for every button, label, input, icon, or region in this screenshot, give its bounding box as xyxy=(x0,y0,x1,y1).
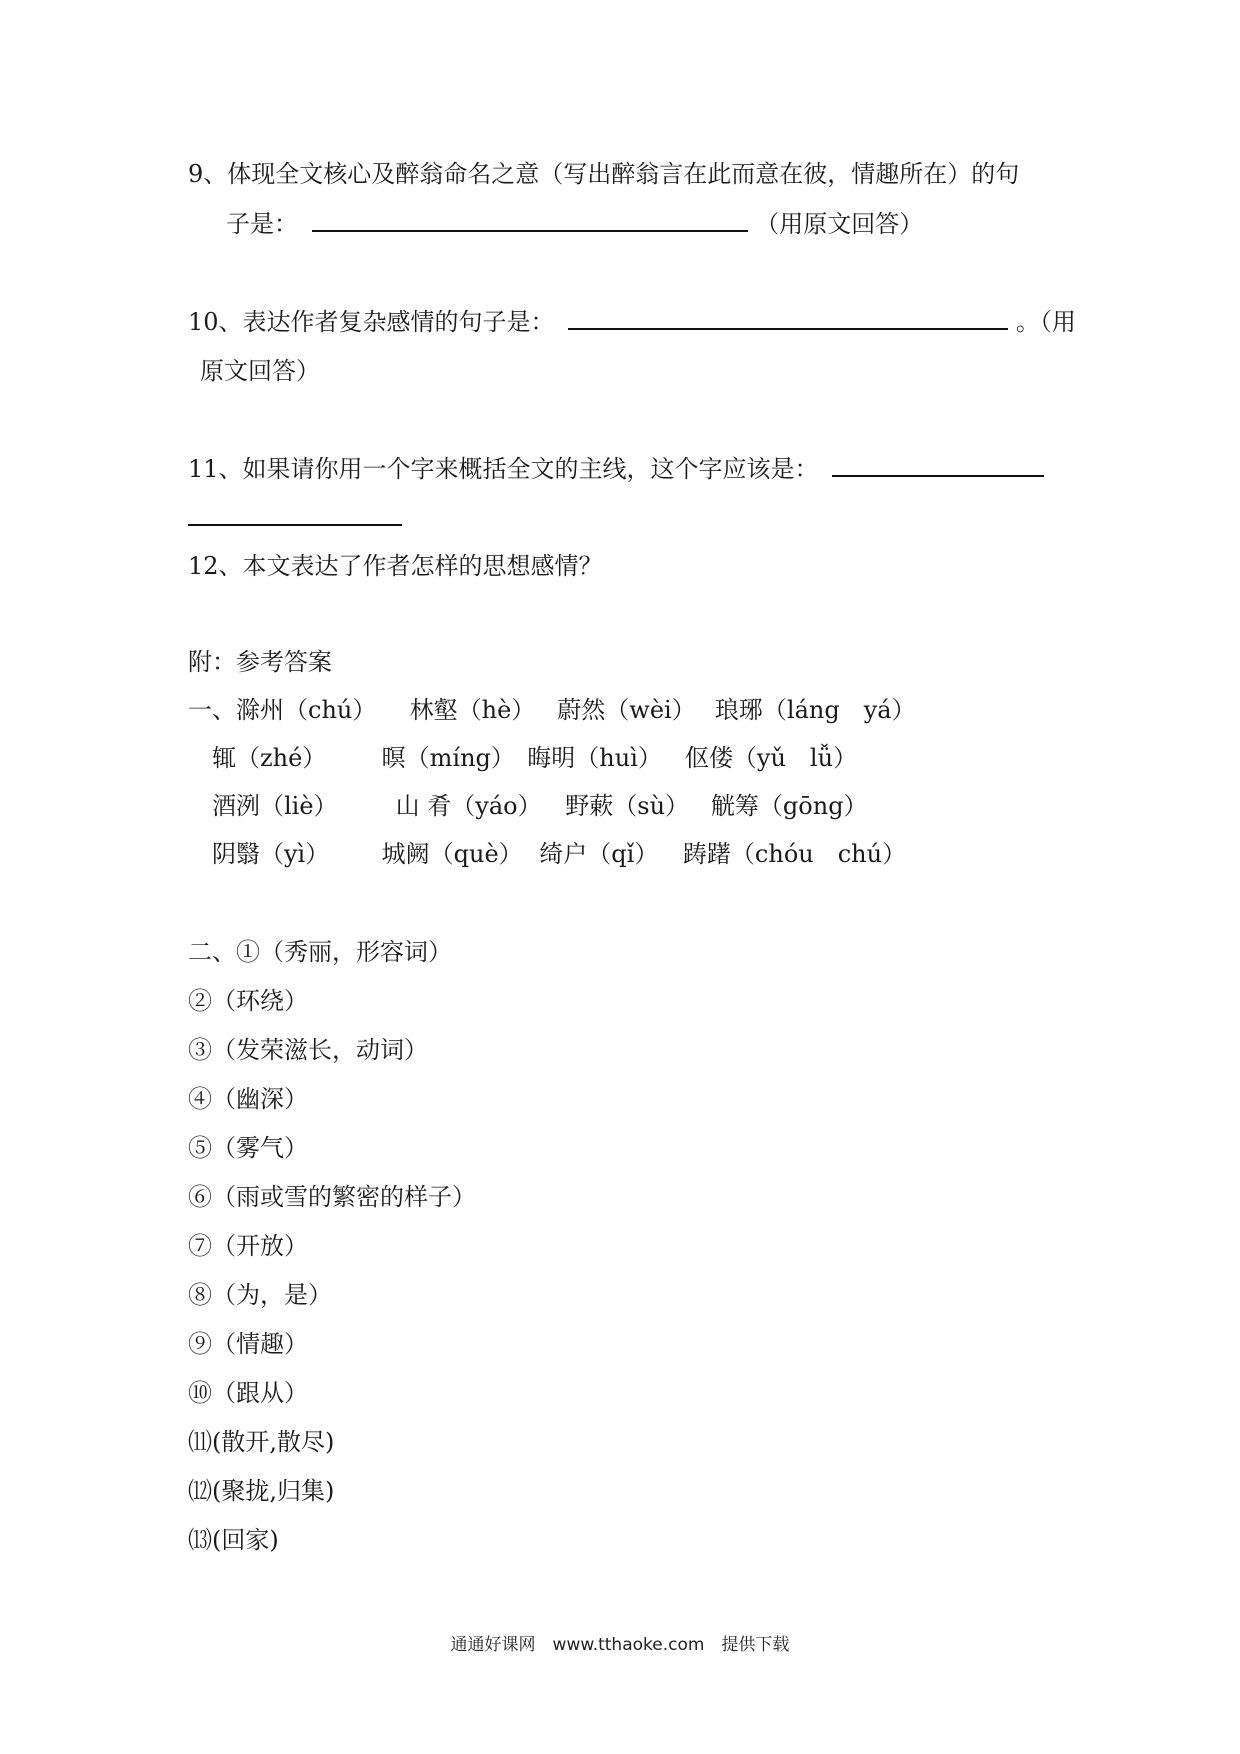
pinyin-item: 觥筹（gōng） xyxy=(710,792,868,820)
pinyin-item: 酒洌（liè） xyxy=(212,792,338,820)
answers-part1-label: 一、 xyxy=(188,696,236,724)
question-9: 9、体现全文核心及醉翁命名之意（写出醉翁言在此而意在彼，情趣所在）的句 xyxy=(188,160,1020,188)
definition-item: ②（环绕） xyxy=(188,987,308,1015)
question-11-text: 11、如果请你用一个字来概括全文的主线，这个字应该是： xyxy=(188,455,819,483)
question-10-text: 10、表达作者复杂感情的句子是： xyxy=(188,308,555,336)
pinyin-item: 晦明（huì） xyxy=(527,744,662,772)
definition-item: ⑨（情趣） xyxy=(188,1330,308,1358)
pinyin-row xyxy=(212,742,857,774)
definition-item: ④（幽深） xyxy=(188,1085,308,1113)
pinyin-item: 暝（míng） xyxy=(381,744,515,772)
question-10 xyxy=(188,306,1076,338)
question-9-continuation: 子是： xyxy=(226,210,298,238)
pinyin-item: 蔚然（wèi） xyxy=(557,696,696,724)
definition-item: ⑧（为，是） xyxy=(188,1281,332,1309)
pinyin-item: 琅琊（láng yá） xyxy=(714,696,916,724)
pinyin-item: 辄（zhé） xyxy=(212,744,327,772)
question-12: 12、本文表达了作者怎样的思想感情？ xyxy=(188,552,603,580)
answers-part2-label: 二、 xyxy=(188,938,236,966)
pinyin-item: 阴翳（yì） xyxy=(212,840,330,868)
pinyin-item: 野蔌（sù） xyxy=(565,792,690,820)
definition-item: ①（秀丽，形容词） xyxy=(236,938,452,966)
question-9-suffix: （用原文回答） xyxy=(755,210,924,238)
definition-item: ⑿(聚拢,归集) xyxy=(188,1477,335,1505)
definition-item: ⑤（雾气） xyxy=(188,1134,308,1162)
answers-heading: 附：参考答案 xyxy=(188,648,332,676)
answer-blank-11-cont[interactable] xyxy=(188,502,402,526)
definition-item: ⒀(回家) xyxy=(188,1526,279,1554)
answer-blank-10[interactable] xyxy=(568,306,1008,330)
pinyin-item: 林壑（hè） xyxy=(409,696,536,724)
pinyin-item: 城阙（què） xyxy=(381,840,523,868)
pinyin-item: 踌躇（chóu chú） xyxy=(682,840,907,868)
answers-part2-first xyxy=(188,936,452,968)
pinyin-item: 滁州（chú） xyxy=(236,696,377,724)
pinyin-row xyxy=(236,694,916,726)
definition-item: ⑾(散开,散尽) xyxy=(188,1428,335,1456)
pinyin-item: 山 肴（yáo） xyxy=(395,792,542,820)
page-footer: 通通好课网 www.tthaoke.com 提供下载 xyxy=(450,1635,790,1655)
pinyin-row xyxy=(212,790,868,822)
question-10-suffix: 。（用 xyxy=(1015,308,1076,336)
answer-blank-9[interactable] xyxy=(312,208,748,232)
definition-item: ③（发荣滋长，动词） xyxy=(188,1036,428,1064)
definition-item: ⑦（开放） xyxy=(188,1232,308,1260)
question-9-line2 xyxy=(226,208,923,240)
pinyin-row xyxy=(212,838,906,870)
definition-item: ⑩（跟从） xyxy=(188,1379,308,1407)
question-11-line2 xyxy=(188,502,402,534)
answer-blank-11[interactable] xyxy=(832,453,1044,477)
pinyin-item: 伛偻（yǔ lǚ） xyxy=(684,744,858,772)
question-11 xyxy=(188,453,1044,485)
definition-item: ⑥（雨或雪的繁密的样子） xyxy=(188,1183,476,1211)
pinyin-item: 绮户（qǐ） xyxy=(539,840,659,868)
question-10-continuation: 原文回答） xyxy=(200,357,320,385)
